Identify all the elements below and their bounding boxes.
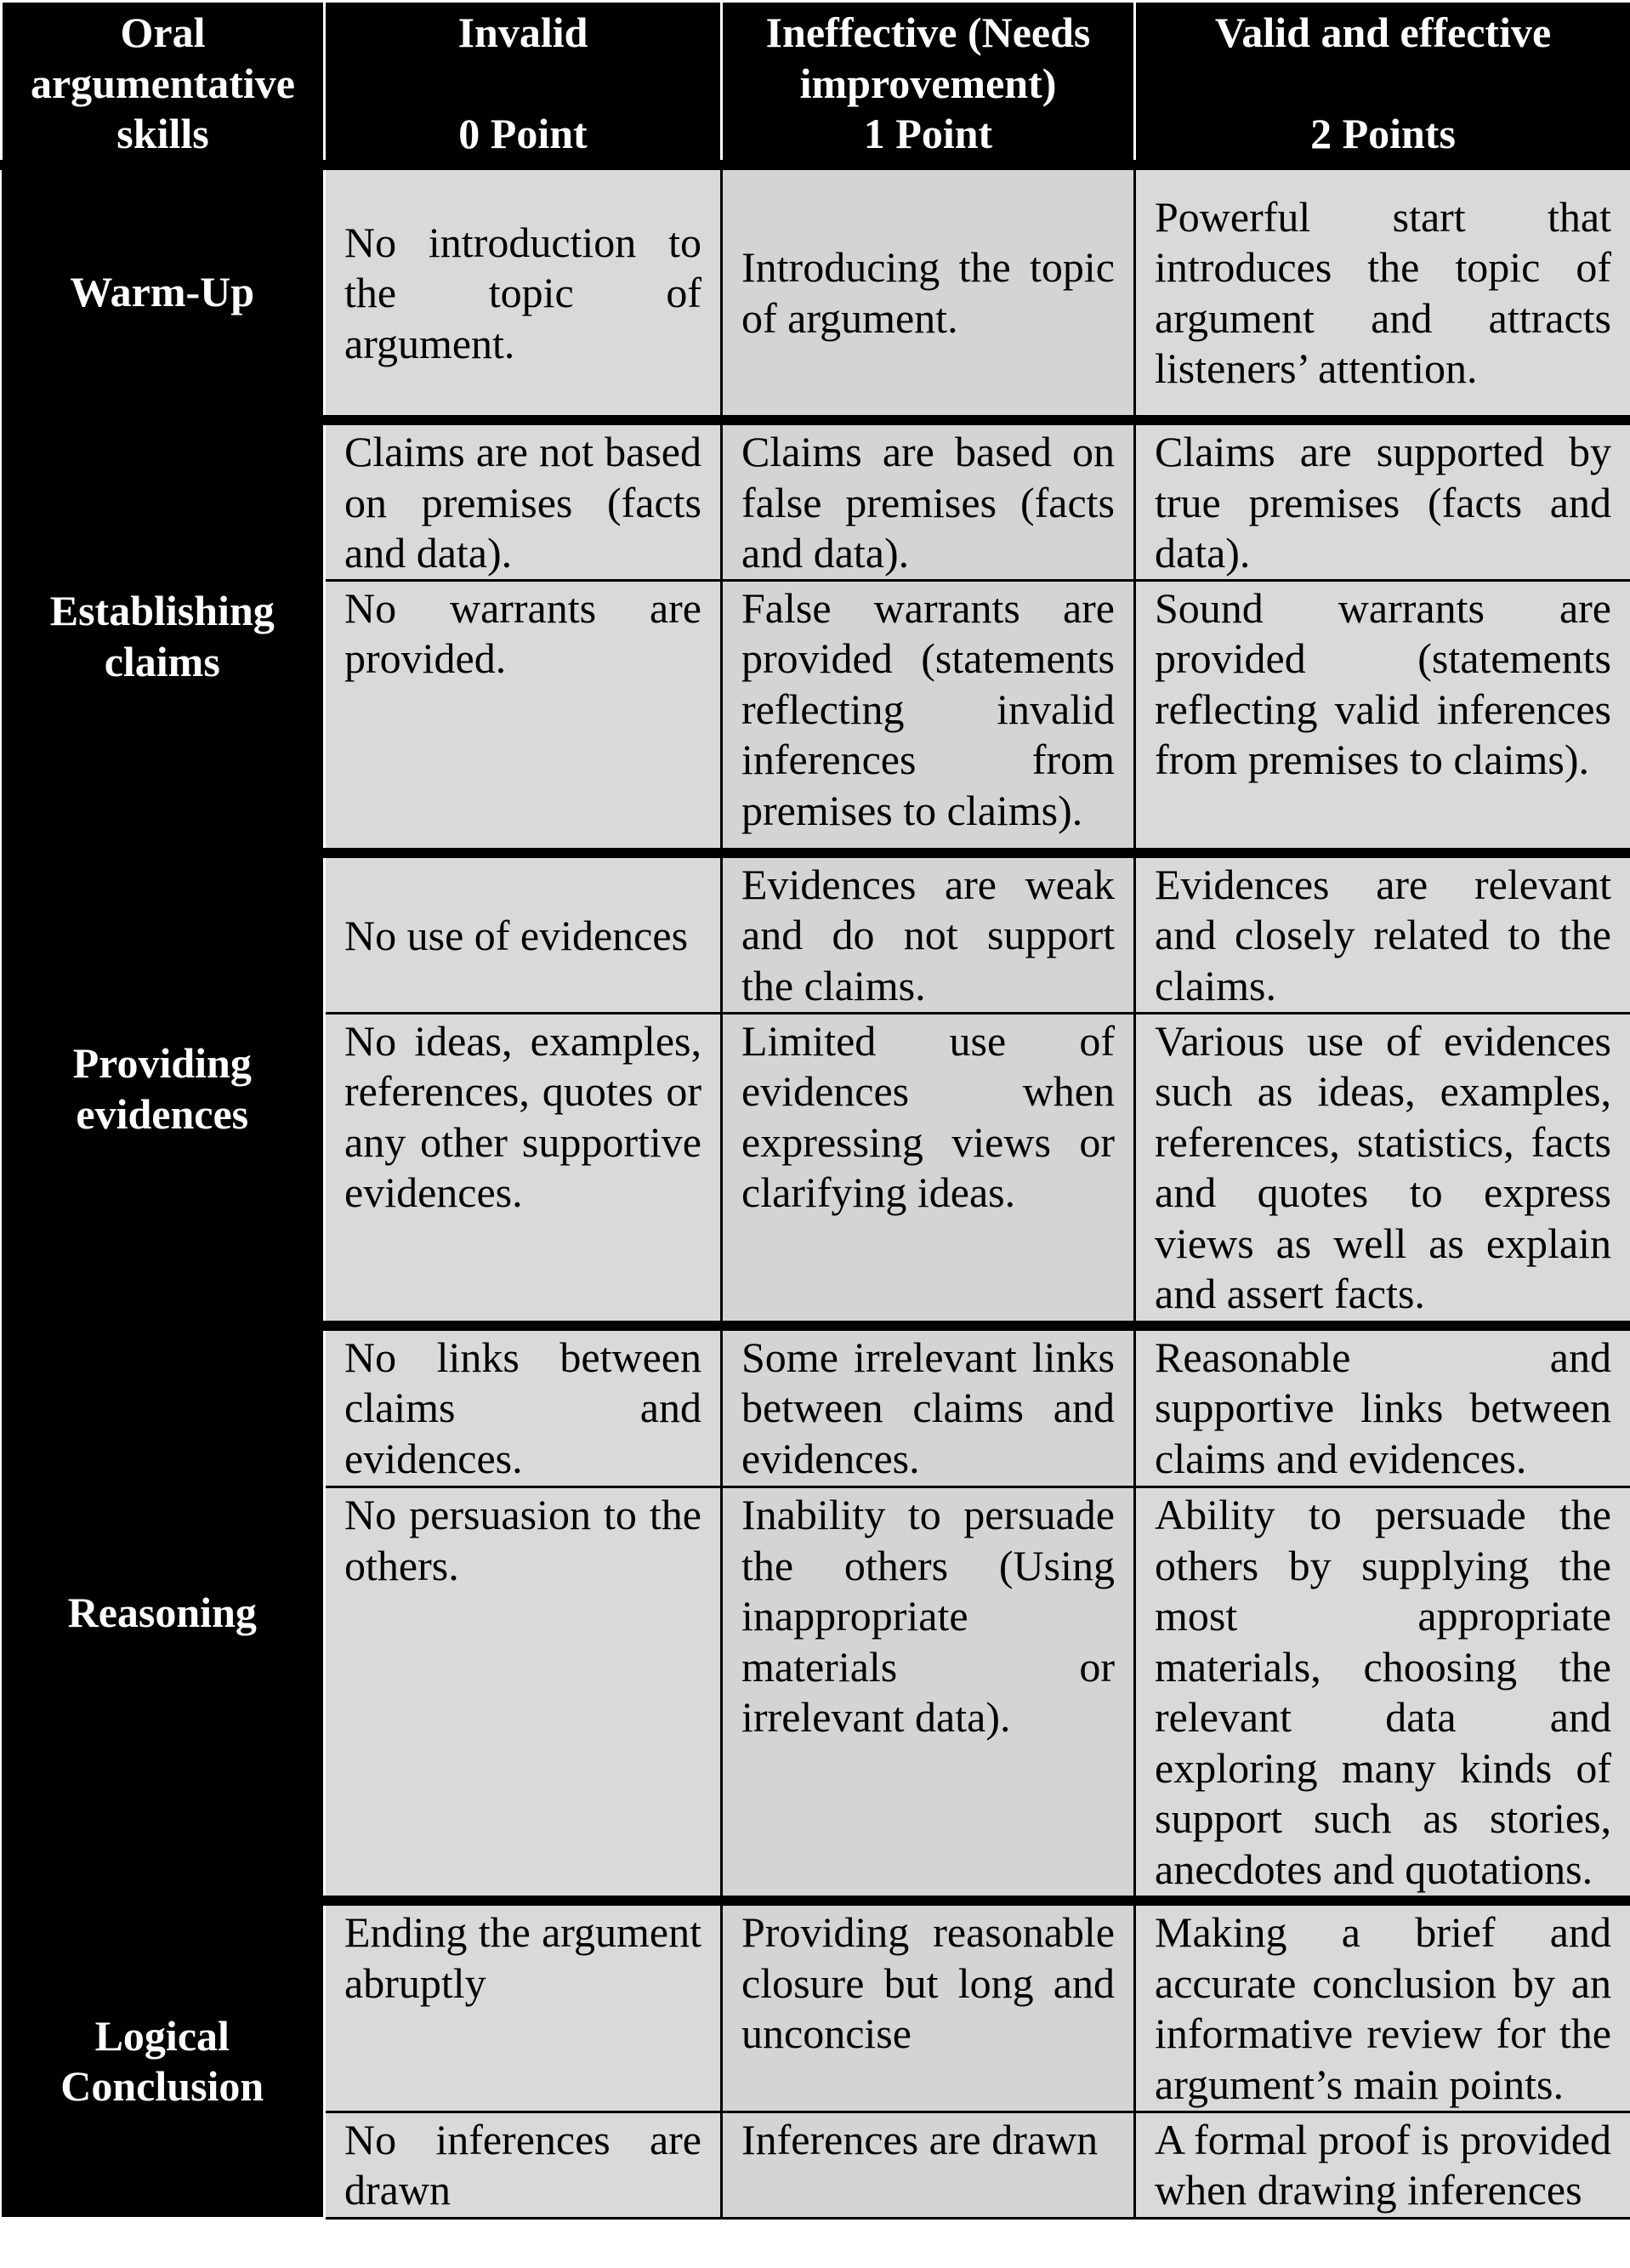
cell-ineffective: Inferences are drawn — [722, 2112, 1135, 2218]
cell-valid: Various use of evidences such as ideas, examples, references, statistics, facts and quotes to express views as well as explain and assert facts. — [1135, 1013, 1630, 1325]
cell-valid: Making a brief and accurate conclusion by an informative review for the argument’s main points. — [1135, 1901, 1630, 2112]
cell-ineffective: Evidences are weak and do not support the claims. — [722, 853, 1135, 1013]
cell-ineffective: Introducing the topic of argument. — [722, 165, 1135, 421]
skill-logical-conclusion: Logical Conclusion — [2, 1901, 325, 2218]
cell-valid: A formal proof is provided when drawing inferences — [1135, 2112, 1630, 2218]
cell-valid: Claims are supported by true premises (facts and data). — [1135, 420, 1630, 580]
table-row — [2, 165, 1630, 421]
skill-establishing-claims: Establishing claims — [2, 420, 325, 853]
cell-invalid: Ending the argument abruptly — [325, 1901, 722, 2112]
cell-ineffective: Claims are based on false premises (facts and data). — [722, 420, 1135, 580]
table-row — [2, 420, 1630, 580]
header-valid — [1135, 2, 1630, 165]
header-invalid — [325, 2, 722, 165]
cell-valid: Sound warrants are provided (statements reflecting valid inferences from premises to claims). — [1135, 580, 1630, 853]
skill-reasoning: Reasoning — [2, 1326, 325, 1901]
cell-invalid: No use of evidences — [325, 853, 722, 1013]
cell-ineffective: Some irrelevant links between claims and evidences. — [722, 1326, 1135, 1487]
table-row — [2, 1326, 1630, 1487]
cell-ineffective: False warrants are provided (statements reflecting invalid inferences from premises to claims). — [722, 580, 1135, 853]
cell-ineffective: Inability to persuade the others (Using inappropriate materials or irrelevant data). — [722, 1487, 1135, 1901]
table-row — [2, 1901, 1630, 2112]
cell-invalid: No introduction to the topic of argument. — [325, 165, 722, 421]
cell-invalid: No persuasion to the others. — [325, 1487, 722, 1901]
table-row — [2, 853, 1630, 1013]
cell-invalid: No warrants are provided. — [325, 580, 722, 853]
cell-valid: Evidences are relevant and closely related to the claims. — [1135, 853, 1630, 1013]
header-valid-points: 2 Points — [1310, 110, 1456, 157]
header-row — [2, 2, 1630, 165]
skill-providing-evidences: Providing evidences — [2, 853, 325, 1326]
header-skills-label: Oral argumentative skills — [30, 9, 296, 157]
cell-invalid: No inferences are drawn — [325, 2112, 722, 2218]
cell-ineffective: Limited use of evidences when expressing views or clarifying ideas. — [722, 1013, 1135, 1325]
cell-valid: Powerful start that introduces the topic of argument and attracts listeners’ attention. — [1135, 165, 1630, 421]
cell-invalid: No ideas, examples, references, quotes or any other supportive evidences. — [325, 1013, 722, 1325]
cell-invalid: Claims are not based on premises (facts and data). — [325, 420, 722, 580]
cell-valid: Ability to persuade the others by supplying the most appropriate materials, choosing the relevant data and exploring many kinds of support such as stories, anecdotes and quotations. — [1135, 1487, 1630, 1901]
header-ineffective — [722, 2, 1135, 165]
header-ineffective-points: 1 Point — [863, 110, 993, 157]
cell-ineffective: Providing reasonable closure but long and unconcise — [722, 1901, 1135, 2112]
skill-warm-up: Warm-Up — [2, 165, 325, 421]
header-invalid-title: Invalid — [457, 9, 588, 56]
header-skills — [2, 2, 325, 165]
header-invalid-points: 0 Point — [458, 110, 588, 157]
cell-valid: Reasonable and supportive links between claims and evidences. — [1135, 1326, 1630, 1487]
cell-invalid: No links between claims and evidences. — [325, 1326, 722, 1487]
header-valid-title: Valid and effective — [1214, 9, 1552, 56]
header-ineffective-title: Ineffective (Needs improvement) — [765, 9, 1091, 107]
